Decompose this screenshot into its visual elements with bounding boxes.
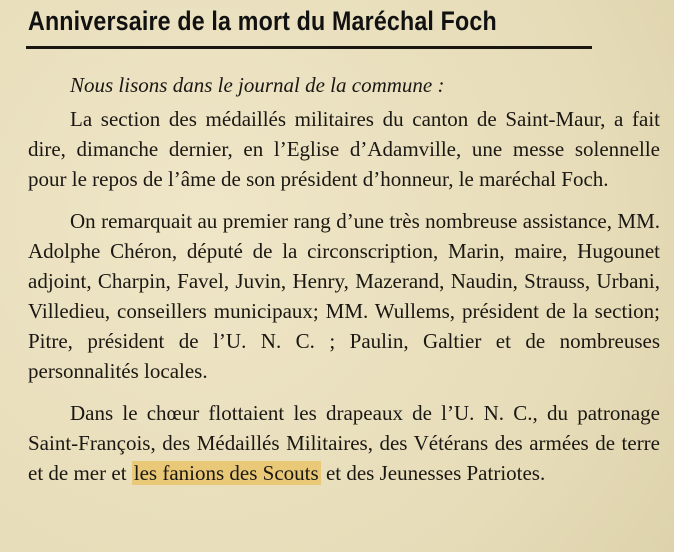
paragraph-3 <box>28 398 660 488</box>
highlighted-phrase: les fanions des Scouts <box>133 461 319 485</box>
paragraph-gap <box>28 194 660 206</box>
article-body <box>28 70 660 488</box>
paragraph-3-end: et des Jeunesses Patriotes. <box>320 461 546 485</box>
article-lead: Nous lisons dans le journal de la commune : <box>70 73 445 97</box>
paragraph-1: La section des médaillés militaires du canton de Saint-Maur, a fait dire, dimanche dernier, en l’Eglise d’Adamville, une messe solennelle pour le repos de l’âme de son président d’honneur, le maréchal Foch. <box>28 107 660 191</box>
paragraph-2: On remarquait au premier rang d’une très nombreuse assistance, MM. Adolphe Chéron, député de la circonscription, Marin, maire, Hugounet adjoint, Charpin, Favel, Juvin, Henry, Mazerand, Naudin, Strauss, Urbani, Villedieu, conseillers municipaux; MM. Wullems, président de la section; Pitre, président de l’U. N. C. ; Paulin, Galtier et de nombreuses personnalités locales. <box>28 209 660 383</box>
paragraph-3-start: Dans le chœur flottaient les drapeaux de l’U. N. C., du patronage Saint-François, des Médaillés Militaires, des Vétérans des armées de terre et de mer et <box>28 401 660 485</box>
headline-rule <box>26 46 592 49</box>
paragraph-gap <box>28 386 660 398</box>
article-headline: Anniversaire de la mort du Maréchal Foch <box>28 6 497 36</box>
